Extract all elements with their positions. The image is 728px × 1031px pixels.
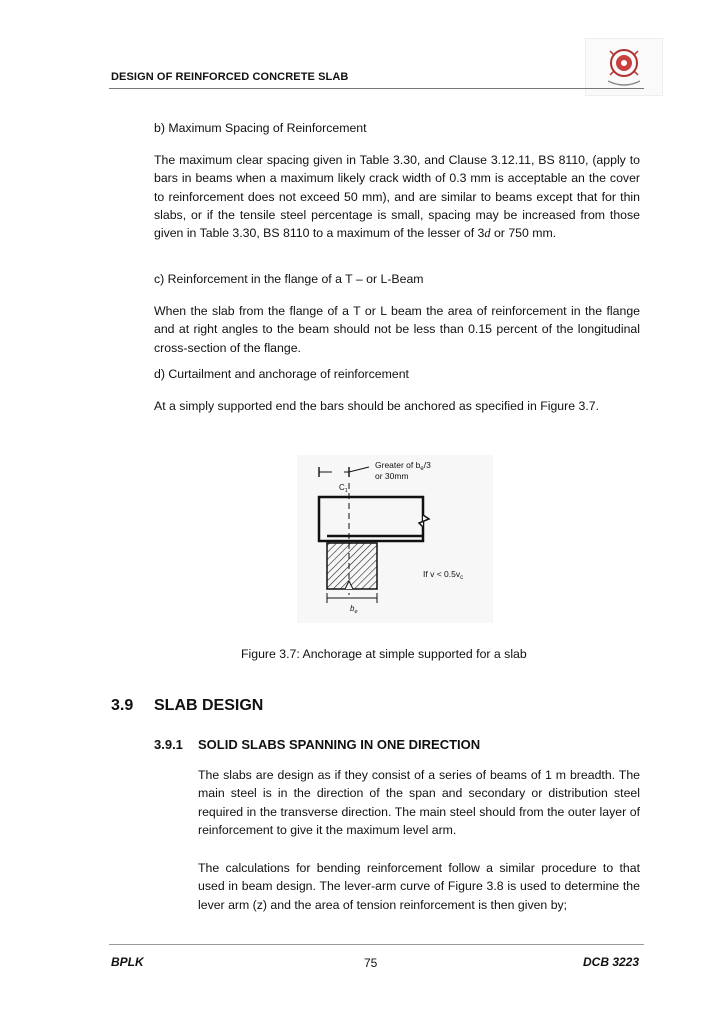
condition-label: If $v < 0.5v_c$ — [423, 569, 464, 581]
header-divider — [109, 88, 644, 89]
section-number: 3.9 — [111, 697, 134, 714]
anchorage-figure — [297, 455, 493, 623]
dim-label-or: or 30mm — [375, 471, 409, 481]
section-d-heading: d) Curtailment and anchorage of reinforcement — [154, 367, 409, 381]
section-c-heading: c) Reinforcement in the flange of a T – or L-Beam — [154, 272, 424, 286]
section-c-body: When the slab from the flange of a T or L beam the area of reinforcement in the flange and at right angles to the beam should not be less than 0.15 percent of the longitudinal cross-section of the flange. — [154, 304, 640, 355]
dim-label-greater: Greater of $b_e/3$ — [375, 460, 431, 472]
cover-label: $C_1$ — [339, 483, 348, 494]
page-number: 75 — [364, 956, 378, 970]
width-label: $b_e$ — [350, 604, 358, 615]
footer-divider — [109, 944, 644, 945]
section-b-body: The maximum clear spacing given in Table 3.30, and Clause 3.12.11, BS 8110, (apply to bars in beams when a maximum likely crack width of 0.3 mm is acceptable an the cover to reinforcement does not exceed 50 mm), and are similar to beams except that for thin slabs, or if the tensile steel percentage is small, spacing may be increased from those given in Table 3.30, BS 8110 to a maximum of the lesser of 3d or 750 mm. — [154, 153, 640, 241]
footer-course-code: DCB 3223 — [583, 955, 640, 969]
section-title: SLAB DESIGN — [154, 697, 264, 714]
subsection-para-2: The calculations for bending reinforcement follow a similar procedure to that used in beam design. The lever-arm curve of Figure 3.8 is used to determine the lever arm (z) and the area of tension reinforcement is then given by; — [198, 861, 640, 912]
subsection-number: 3.9.1 — [154, 737, 183, 752]
page-header-title: DESIGN OF REINFORCED CONCRETE SLAB — [111, 71, 349, 83]
subsection-para-1: The slabs are design as if they consist of a series of beams of 1 m breadth. The main steel is in the direction of the span and secondary or distribution steel required in the transverse direction. The main steel should from the outer layer of reinforcement to give it the maximum level arm. — [198, 768, 640, 837]
section-d-body: At a simply supported end the bars should be anchored as specified in Figure 3.7. — [154, 399, 600, 413]
footer-left-label: BPLK — [111, 955, 144, 969]
section-b-heading: b) Maximum Spacing of Reinforcement — [154, 121, 367, 135]
figure-caption: Figure 3.7: Anchorage at simple supported for a slab — [241, 647, 527, 661]
subsection-title: SOLID SLABS SPANNING IN ONE DIRECTION — [198, 737, 481, 752]
